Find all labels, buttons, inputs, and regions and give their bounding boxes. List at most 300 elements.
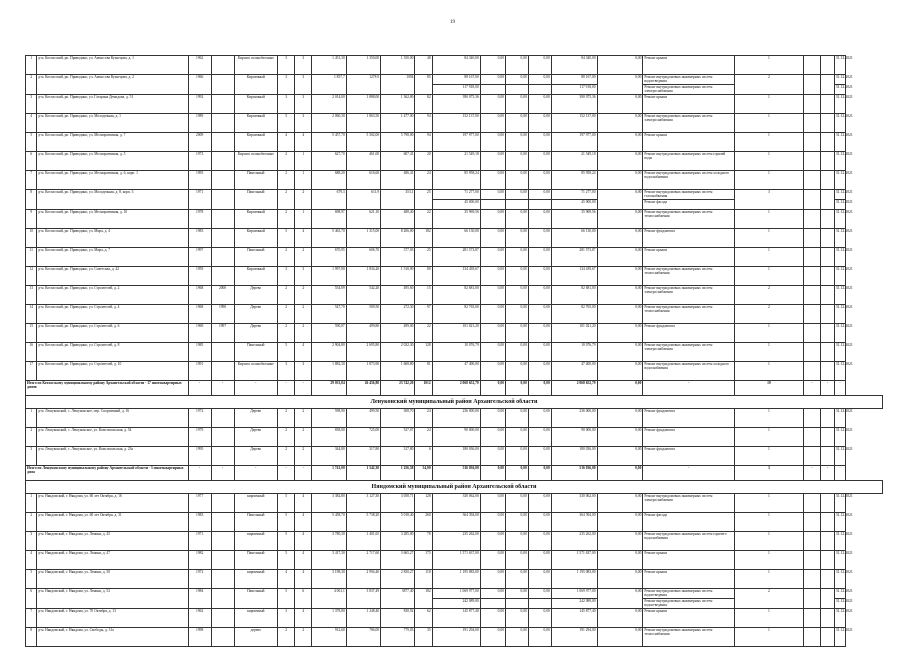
residential-area: 1094 (381, 75, 415, 95)
entrances: 4 (295, 229, 312, 248)
work-type: Ремонт фундамента (643, 229, 735, 248)
fund-local: 0,00 (528, 248, 551, 267)
blank (803, 532, 820, 551)
entrances: 4 (295, 343, 312, 362)
work-count: 2 (735, 589, 804, 609)
entrances: 2 (295, 286, 312, 305)
fund-regional: 0,00 (505, 56, 528, 75)
floors: 5 (278, 229, 295, 248)
repair-cost: 242 089,00 (432, 599, 480, 609)
residential-area: 3 285,00 (381, 532, 415, 551)
completion-date: 31.12.2021 (834, 267, 845, 286)
fund-local: 0,00 (528, 428, 551, 447)
year-built: 1983 (188, 513, 211, 532)
fund-regional: 0,00 (505, 343, 528, 362)
living-area: 1 542,30 (346, 466, 380, 481)
total-area: 1 741,00 (312, 466, 346, 481)
residential-area: 3 058,71 (381, 494, 415, 513)
work-count: 1 (735, 133, 804, 152)
year-overhaul (211, 171, 234, 190)
year-overhaul (211, 409, 234, 428)
entrances: 4 (295, 494, 312, 513)
fund-regional: 0,00 (505, 286, 528, 305)
total-area: 5 457,70 (312, 133, 346, 152)
address: р-н. Котласский, рп. Приводино, ул. Строителей, д. 10 (37, 362, 188, 381)
year-built: 1978 (188, 210, 211, 229)
address: р-н. Няндомский, г. Няндома, ул. 70 Октября, д. 13 (37, 609, 188, 628)
fund-federal: 0,00 (480, 428, 505, 447)
work-count: 2 (735, 75, 804, 95)
work-count: 1 (735, 343, 804, 362)
fund-regional: 0,00 (505, 229, 528, 248)
address: р-н. Котласский, рп. Приводино, ул. Молодежная, д. 1 (37, 114, 188, 133)
blank (505, 200, 528, 210)
work-count: 1 (735, 210, 804, 229)
fund-owners: 10 076,79 (551, 343, 597, 362)
floors: 3 (278, 75, 295, 95)
address: р-н. Котласский, рп. Приводино, ул. Гагарина Демидова, д. 51 (37, 95, 188, 114)
entrances: 6 (295, 589, 312, 609)
fund-regional: 0,00 (505, 447, 528, 466)
completion-date: 31.12.2021 (834, 200, 845, 210)
entrances: 1 (295, 210, 312, 229)
work-type: Ремонт внутридомовых инженерных систем водоотведения (643, 599, 735, 609)
floors: 2 (278, 447, 295, 466)
entrances: 3 (295, 267, 312, 286)
floors: 2 (278, 210, 295, 229)
address: р-н. Котласский, рп. Приводино, ул. Строителей, д. 6 (37, 324, 188, 343)
work-type: Ремонт фундамента (643, 324, 735, 343)
wall-material: Панельный (234, 171, 278, 190)
wall-material: дерево (234, 628, 278, 647)
work-type: Ремонт крыши (643, 570, 735, 589)
living-area: 1278 0 (346, 75, 380, 95)
living-area: 611,9 (346, 190, 380, 210)
fund-regional: 0,00 (505, 75, 528, 85)
blank (803, 286, 820, 305)
entrances: 4 (295, 609, 312, 628)
year-overhaul (211, 133, 234, 152)
wall-material: Кирпичный (234, 210, 278, 229)
fund-owners: 180 036,00 (551, 447, 597, 466)
fund-other: 0,00 (597, 381, 643, 396)
fund-federal: 0,00 (480, 114, 505, 133)
wall-material: Дерево (234, 305, 278, 324)
fund-owners: 84 340,00 (551, 56, 597, 75)
blank (803, 114, 820, 133)
row-number: 7 (26, 609, 37, 628)
work-type: Ремонт внутридомовых инженерных систем холодного водоснабжения (643, 362, 735, 381)
repair-cost: 191 294,00 (432, 628, 480, 647)
wall-material: Кирпичный (234, 133, 278, 152)
repair-cost: 82 765,00 (432, 305, 480, 324)
wall-material: Кирпич. шлакоблочные (234, 362, 278, 381)
fund-owners: 236 000,00 (551, 409, 597, 428)
table-row (26, 133, 883, 152)
residents: 182 (415, 589, 432, 609)
address: р-н. Котласский, рп. Приводино, ул. Молодежная, д. 8, корп. 3 (37, 190, 188, 210)
fund-other: 0,00 (597, 248, 643, 267)
fund-local: 0,00 (528, 362, 551, 381)
floors: 2 (278, 409, 295, 428)
residents: 54,00 (415, 466, 432, 481)
fund-federal: 0,00 (480, 152, 505, 171)
fund-local: 0,00 (528, 513, 551, 532)
blank (820, 133, 834, 152)
total-area: 590,07 (312, 324, 346, 343)
dash: - (188, 466, 211, 481)
work-count: 1 (735, 551, 804, 570)
fund-federal: 0,00 (480, 551, 505, 570)
repair-cost: 90 000,00 (432, 428, 480, 447)
fund-owners: 85 958,24 (551, 171, 597, 190)
repair-cost: 88 167,00 (432, 75, 480, 85)
blank (480, 599, 505, 609)
fund-federal: 0,00 (480, 210, 505, 229)
address: р-н. Котласский, рп. Приводино, ул. Строителей, д. 4 (37, 305, 188, 324)
fund-local: 0,00 (528, 532, 551, 551)
fund-federal: 0,00 (480, 609, 505, 628)
fund-owners: 88 167,00 (551, 75, 597, 85)
work-count: 1 (735, 324, 804, 343)
blank (803, 409, 820, 428)
residential-area: 1 350,00 (381, 56, 415, 75)
blank (820, 190, 834, 210)
work-type: Ремонт крыши (643, 609, 735, 628)
entrances: 4 (295, 513, 312, 532)
blank (820, 267, 834, 286)
table-row (26, 267, 883, 286)
dash: - (278, 381, 295, 396)
fund-owners: 90 000,00 (551, 428, 597, 447)
work-count: 1 (735, 628, 804, 647)
work-type: Ремонт внутридомовых инженерных систем теплоснабжения (643, 305, 735, 324)
residents: 15 (415, 286, 432, 305)
total-area: 1 997,80 (312, 267, 346, 286)
fund-regional: 0,00 (505, 466, 528, 481)
blank (820, 114, 834, 133)
row-number: 17 (26, 362, 37, 381)
fund-local: 0,00 (528, 75, 551, 85)
dash: - (211, 381, 234, 396)
address: р-н. Няндомский, г. Няндома, ул. 60 лет Октября, д. 16 (37, 494, 188, 513)
wall-material: Панельный (234, 551, 278, 570)
residential-area: 5 018,40 (381, 513, 415, 532)
table-row (26, 210, 883, 229)
row-number: 10 (26, 229, 37, 248)
fund-owners: 191 294,00 (551, 628, 597, 647)
living-area: 3 837,49 (346, 589, 380, 609)
fund-regional: 0,00 (505, 589, 528, 599)
fund-regional: 0,00 (505, 532, 528, 551)
wall-material: кирпичный (234, 494, 278, 513)
entrances: 2 (295, 190, 312, 210)
table-row (26, 190, 883, 200)
row-number: 3 (26, 95, 37, 114)
residents: 25 (415, 248, 432, 267)
fund-regional: 0,00 (505, 248, 528, 267)
repair-cost: 235 262,00 (432, 532, 480, 551)
year-built: 1992 (188, 95, 211, 114)
fund-local: 0,00 (528, 466, 551, 481)
wall-material: Дерево (234, 447, 278, 466)
work-type: Ремонт внутридомовых инженерных систем электроснабжения (643, 85, 735, 95)
entrances: 1 (295, 171, 312, 190)
fund-other: 0,00 (597, 551, 643, 570)
fund-owners: 145 877,40 (551, 609, 597, 628)
repair-cost: 134 439,67 (432, 267, 480, 286)
work-count: 3 (735, 466, 804, 481)
fund-owners: 1 195 083,00 (551, 570, 597, 589)
work-count: 1 (735, 428, 804, 447)
blank (820, 171, 834, 190)
work-count: 1 (735, 362, 804, 381)
fund-other: 0,00 (597, 589, 643, 609)
living-area: 509,50 (346, 305, 380, 324)
work-type: Ремонт внутридомовых инженерных систем теплоснабжения (643, 210, 735, 229)
year-built: 1995 (188, 447, 211, 466)
repair-cost: 101 021,20 (432, 324, 480, 343)
completion-date: 31.12.2021 (834, 343, 845, 362)
blank (820, 513, 834, 532)
year-overhaul (211, 570, 234, 589)
dash: - (278, 466, 295, 481)
fund-regional: 0,00 (505, 152, 528, 171)
blank (803, 343, 820, 362)
living-area: 2 717,60 (346, 551, 380, 570)
residential-area: 495,60 (381, 286, 415, 305)
blank (803, 75, 820, 95)
row-number: 5 (26, 133, 37, 152)
year-overhaul (211, 494, 234, 513)
blank (803, 628, 820, 647)
row-number: 5 (26, 570, 37, 589)
living-area: 1 888,00 (346, 95, 380, 114)
fund-federal: 0,00 (480, 286, 505, 305)
residential-area: 353,1 (381, 190, 415, 210)
fund-federal: 0,00 (480, 343, 505, 362)
address: р-н. Няндомский, г. Няндома, ул. Свободы, д. 31а (37, 628, 188, 647)
living-area: 3 127,30 (346, 494, 380, 513)
fund-federal: 0,00 (480, 570, 505, 589)
blank (820, 589, 834, 609)
fund-federal: 0,00 (480, 229, 505, 248)
repair-cost: 364 394,00 (432, 513, 480, 532)
living-area: 1 248,40 (346, 609, 380, 628)
completion-date: 31.12.2021 (834, 494, 845, 513)
blank (803, 494, 820, 513)
blank (803, 609, 820, 628)
work-type: Ремонт внутридомовых инженерных систем теплоснабжения (643, 628, 735, 647)
fund-federal: 0,00 (480, 494, 505, 513)
fund-regional: 0,00 (505, 267, 528, 286)
residents: 78 (415, 532, 432, 551)
total-area: 3 780,30 (312, 532, 346, 551)
address: р-н. Котласский, рп. Приводино, ул. Строителей, д. 8 (37, 343, 188, 362)
fund-federal: 0,00 (480, 362, 505, 381)
table-row (26, 56, 883, 75)
completion-date: 31.12.2021 (834, 75, 845, 85)
work-type: Ремонт крыши (643, 56, 735, 75)
living-area: 725,00 (346, 428, 380, 447)
row-number: 11 (26, 248, 37, 267)
blank (820, 343, 834, 362)
residents: 81 (415, 362, 432, 381)
blank (803, 133, 820, 152)
fund-local: 0,00 (528, 494, 551, 513)
residential-area: 1 608,80 (381, 362, 415, 381)
blank (820, 551, 834, 570)
blank (820, 447, 834, 466)
completion-date: 31.12.2021 (834, 190, 845, 200)
fund-owners: 197 977,00 (551, 133, 597, 152)
fund-other: 0,00 (597, 513, 643, 532)
table-row (26, 114, 883, 133)
fund-regional: 0,00 (505, 171, 528, 190)
floors: 5 (278, 589, 295, 609)
living-area: 1 401,65 (346, 532, 380, 551)
residents: 22 (415, 324, 432, 343)
fund-local: 0,00 (528, 570, 551, 589)
residents: 24 (415, 428, 432, 447)
residential-area: 830,92 (381, 609, 415, 628)
dash: - (834, 381, 845, 396)
year-built: 1997 (188, 248, 211, 267)
address: р-н. Котласский, рп. Приводино, ул. Мира, д. 4 (37, 229, 188, 248)
total-area: 598,90 (312, 409, 346, 428)
table-row (26, 570, 883, 589)
fund-owners: 82 765,00 (551, 305, 597, 324)
fund-local: 0,00 (528, 305, 551, 324)
living-area: 1 315,00 (346, 229, 380, 248)
blank (505, 85, 528, 95)
wall-material: Кирпич. шлакоблочные (234, 152, 278, 171)
year-built: 1984 (188, 589, 211, 609)
fund-other: 0,00 (597, 95, 643, 114)
year-built: 1972 (188, 409, 211, 428)
year-overhaul (211, 114, 234, 133)
fund-owners: 66 130,00 (551, 229, 597, 248)
blank (820, 210, 834, 229)
table-row (26, 229, 883, 248)
dash: - (188, 381, 211, 396)
blank (480, 85, 505, 95)
fund-owners: 2 068 652,79 (551, 381, 597, 396)
fund-federal: 0,00 (480, 409, 505, 428)
year-built: 1991 (188, 362, 211, 381)
year-overhaul (211, 75, 234, 95)
table-row (26, 248, 883, 267)
residents: 35 (415, 628, 432, 647)
fund-other: 0,00 (597, 190, 643, 210)
fund-local: 0,00 (528, 589, 551, 599)
row-number: 15 (26, 324, 37, 343)
residential-area: 779,03 (381, 628, 415, 647)
entrances: 3 (295, 95, 312, 114)
total-row (26, 381, 883, 396)
repair-cost: 390 075,36 (432, 95, 480, 114)
total-area: 670,95 (312, 248, 346, 267)
work-count: 1 (735, 248, 804, 267)
row-number: 16 (26, 343, 37, 362)
total-area: 29 033,84 (312, 381, 346, 396)
completion-date: 31.12.2021 (834, 85, 845, 95)
row-number: 14 (26, 305, 37, 324)
fund-owners: 1 571 637,00 (551, 551, 597, 570)
completion-date: 31.12.2021 (834, 133, 845, 152)
table-row (26, 428, 883, 447)
register-table (25, 55, 883, 647)
residential-area: 2 850,27 (381, 570, 415, 589)
year-built: 1968 (188, 305, 211, 324)
completion-date: 31.12.2021 (834, 210, 845, 229)
fund-owners: 516 036,00 (551, 466, 597, 481)
repair-cost: 71 277,00 (432, 190, 480, 200)
fund-local: 0,00 (528, 447, 551, 466)
floors: 2 (278, 324, 295, 343)
fund-other: 0,00 (597, 570, 643, 589)
wall-material: Панельный (234, 190, 278, 210)
residents: 20 (415, 152, 432, 171)
living-area: 461,00 (346, 152, 380, 171)
table-row (26, 513, 883, 532)
work-count: 1 (735, 447, 804, 466)
blank (803, 95, 820, 114)
living-area: 26 456,80 (346, 381, 380, 396)
table-row (26, 494, 883, 513)
total-area: 4 061,1 (312, 589, 346, 609)
fund-regional: 0,00 (505, 210, 528, 229)
entrances: 3 (295, 56, 312, 75)
entrances: 2 (295, 324, 312, 343)
wall-material: Панельный (234, 589, 278, 609)
blank (803, 190, 820, 210)
address: р-н. Котласский, рп. Приводино, ул. Советская, д. 42 (37, 267, 188, 286)
year-built: 1962 (188, 56, 211, 75)
work-type: Ремонт внутридомовых инженерных систем водоотведения (643, 75, 735, 85)
work-count: 2 (735, 286, 804, 305)
fund-local: 0,00 (528, 56, 551, 75)
fund-other: 0,00 (597, 133, 643, 152)
residents: 82 (415, 95, 432, 114)
blank (820, 248, 834, 267)
living-area: 1 863,50 (346, 114, 380, 133)
total-label: Итого по Лешуконскому муниципальному району Архангельской области - 3 многоквартирных дома (26, 466, 189, 481)
floors: 5 (278, 532, 295, 551)
residents: 6 (415, 447, 432, 466)
table-row (26, 447, 883, 466)
work-type: Ремонт крыши (643, 248, 735, 267)
work-count: 2 (735, 305, 804, 324)
blank (803, 324, 820, 343)
repair-cost: 35 969,56 (432, 210, 480, 229)
residential-area: 1 362,00 (381, 95, 415, 114)
table-row (26, 628, 883, 647)
dash: - (803, 466, 820, 481)
year-overhaul (211, 248, 234, 267)
table-row (26, 343, 883, 362)
address: р-н. Котласский, рп. Приводино, ул. Мира, д. 7 (37, 248, 188, 267)
living-area: 2 994,40 (346, 570, 380, 589)
blank (803, 447, 820, 466)
year-built: 1983 (188, 229, 211, 248)
work-count: 1 (735, 570, 804, 589)
address: р-н. Котласский, рп. Приводино, ул. Мелиоративная, д. 5 (37, 152, 188, 171)
address: р-н. Няндомский, г. Няндома, ул. Ленина, д. 50 (37, 570, 188, 589)
residents: 24 (415, 171, 432, 190)
year-overhaul: 2000 (211, 286, 234, 305)
entrances: 2 (295, 248, 312, 267)
